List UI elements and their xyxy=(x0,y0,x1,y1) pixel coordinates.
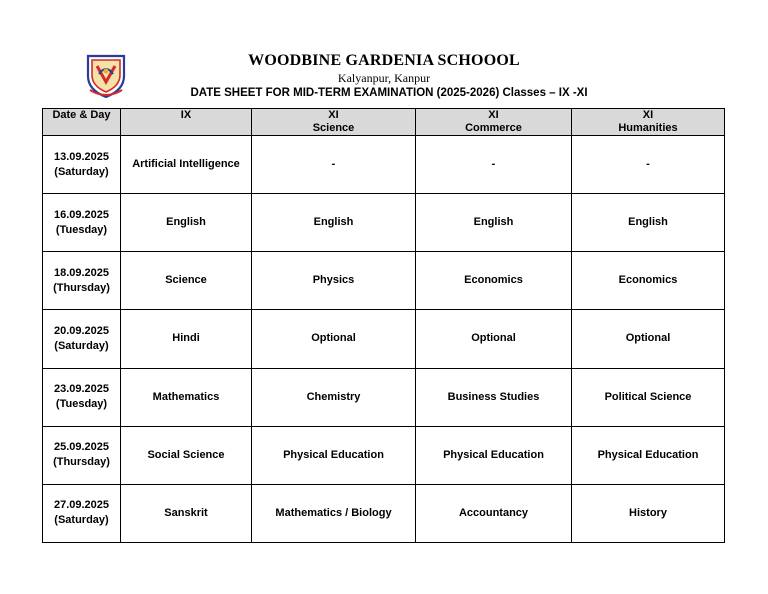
sheet-title: DATE SHEET FOR MID-TERM EXAMINATION (2025-2026) Classes – IX -XI xyxy=(190,87,588,99)
ix-subject-cell: Hindi xyxy=(121,310,252,368)
xi-science-subject-cell: Physics xyxy=(252,252,416,310)
column-header-date: Date & Day xyxy=(43,109,121,136)
xi-humanities-subject-cell: English xyxy=(572,194,725,252)
xi-humanities-subject-cell: - xyxy=(572,136,725,194)
date-cell: 13.09.2025 (Saturday) xyxy=(43,136,121,194)
xi-commerce-subject-cell: Accountancy xyxy=(416,484,572,542)
xi-science-subject-cell: English xyxy=(252,194,416,252)
table-row xyxy=(43,194,725,252)
date-cell: 16.09.2025 (Tuesday) xyxy=(43,194,121,252)
xi-humanities-subject-cell: Physical Education xyxy=(572,426,725,484)
table-row xyxy=(43,310,725,368)
xi-science-subject-cell: Chemistry xyxy=(252,368,416,426)
date-cell: 18.09.2025 (Thursday) xyxy=(43,252,121,310)
xi-commerce-subject-cell: - xyxy=(416,136,572,194)
xi-commerce-subject-cell: Optional xyxy=(416,310,572,368)
ix-subject-cell: Artificial Intelligence xyxy=(121,136,252,194)
column-header-xi-science: XI Science xyxy=(252,109,416,136)
column-header-xi-humanities: XI Humanities xyxy=(572,109,725,136)
xi-humanities-subject-cell: Economics xyxy=(572,252,725,310)
xi-commerce-subject-cell: Physical Education xyxy=(416,426,572,484)
date-cell: 27.09.2025 (Saturday) xyxy=(43,484,121,542)
table-header-row xyxy=(43,109,725,136)
school-location: Kalyanpur, Kanpur xyxy=(337,71,431,85)
column-header-xi-commerce: XI Commerce xyxy=(416,109,572,136)
date-cell: 25.09.2025 (Thursday) xyxy=(43,426,121,484)
table-row xyxy=(43,426,725,484)
ix-subject-cell: Social Science xyxy=(121,426,252,484)
ix-subject-cell: Science xyxy=(121,252,252,310)
table-row xyxy=(43,368,725,426)
table-row xyxy=(43,252,725,310)
xi-science-subject-cell: Physical Education xyxy=(252,426,416,484)
xi-science-subject-cell: Mathematics / Biology xyxy=(252,484,416,542)
column-header-ix: IX xyxy=(121,109,252,136)
xi-humanities-subject-cell: History xyxy=(572,484,725,542)
date-cell: 20.09.2025 (Saturday) xyxy=(43,310,121,368)
date-sheet-table xyxy=(42,108,725,543)
table-row xyxy=(43,484,725,542)
xi-humanities-subject-cell: Optional xyxy=(572,310,725,368)
xi-commerce-subject-cell: Economics xyxy=(416,252,572,310)
table-row xyxy=(43,136,725,194)
ix-subject-cell: Sanskrit xyxy=(121,484,252,542)
xi-commerce-subject-cell: English xyxy=(416,194,572,252)
ix-subject-cell: English xyxy=(121,194,252,252)
school-name: WOODBINE GARDENIA SCHOOOL xyxy=(248,52,520,69)
date-cell: 23.09.2025 (Tuesday) xyxy=(43,368,121,426)
xi-commerce-subject-cell: Business Studies xyxy=(416,368,572,426)
xi-humanities-subject-cell: Political Science xyxy=(572,368,725,426)
xi-science-subject-cell: Optional xyxy=(252,310,416,368)
ix-subject-cell: Mathematics xyxy=(121,368,252,426)
xi-science-subject-cell: - xyxy=(252,136,416,194)
